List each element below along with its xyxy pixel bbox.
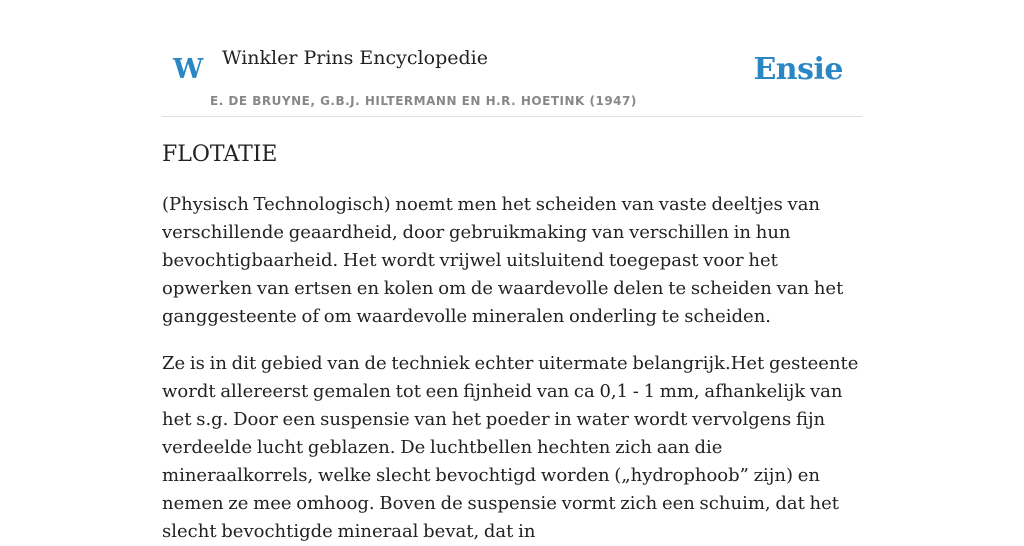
entry-title: FLOTATIE bbox=[162, 142, 278, 167]
publication-title[interactable]: Winkler Prins Encyclopedie bbox=[222, 47, 488, 69]
site-header bbox=[162, 0, 862, 117]
ensie-logo-link[interactable]: Ensie bbox=[753, 52, 843, 87]
publication-authors: E. DE BRUYNE, G.B.J. HILTERMANN EN H.R. HOETINK (1947) bbox=[210, 94, 637, 108]
publication-logo-icon[interactable]: W bbox=[173, 54, 204, 85]
article-content bbox=[162, 138, 862, 546]
article-paragraph-2: Ze is in dit gebied van de techniek echter uitermate belangrijk.Het gesteente wordt allereerst gemalen tot een fijnheid van ca 0,1 - 1 mm, afhankelijk van het s.g. Door een suspensie van het poeder in water wordt vervolgens fijn verdeelde lucht geblazen. De luchtbellen hechten zich aan die mineraalkorrels, welke slecht bevochtigd worden („hydrophoob” zijn) en nemen ze mee omhoog. Boven de suspensie vormt zich een schuim, dat het slecht bevochtigde mineraal bevat, dat in bbox=[162, 353, 859, 542]
article-paragraph-1: (Physisch Technologisch) noemt men het scheiden van vaste deeltjes van verschillende geaardheid, door gebruikmaking van verschillen in hun bevochtigbaarheid. Het wordt vrijwel uitsluitend toegepast voor het opwerken van ertsen en kolen om de waardevolle delen te scheiden van het ganggesteente of om waardevolle mineralen onderling te scheiden. bbox=[162, 194, 844, 327]
